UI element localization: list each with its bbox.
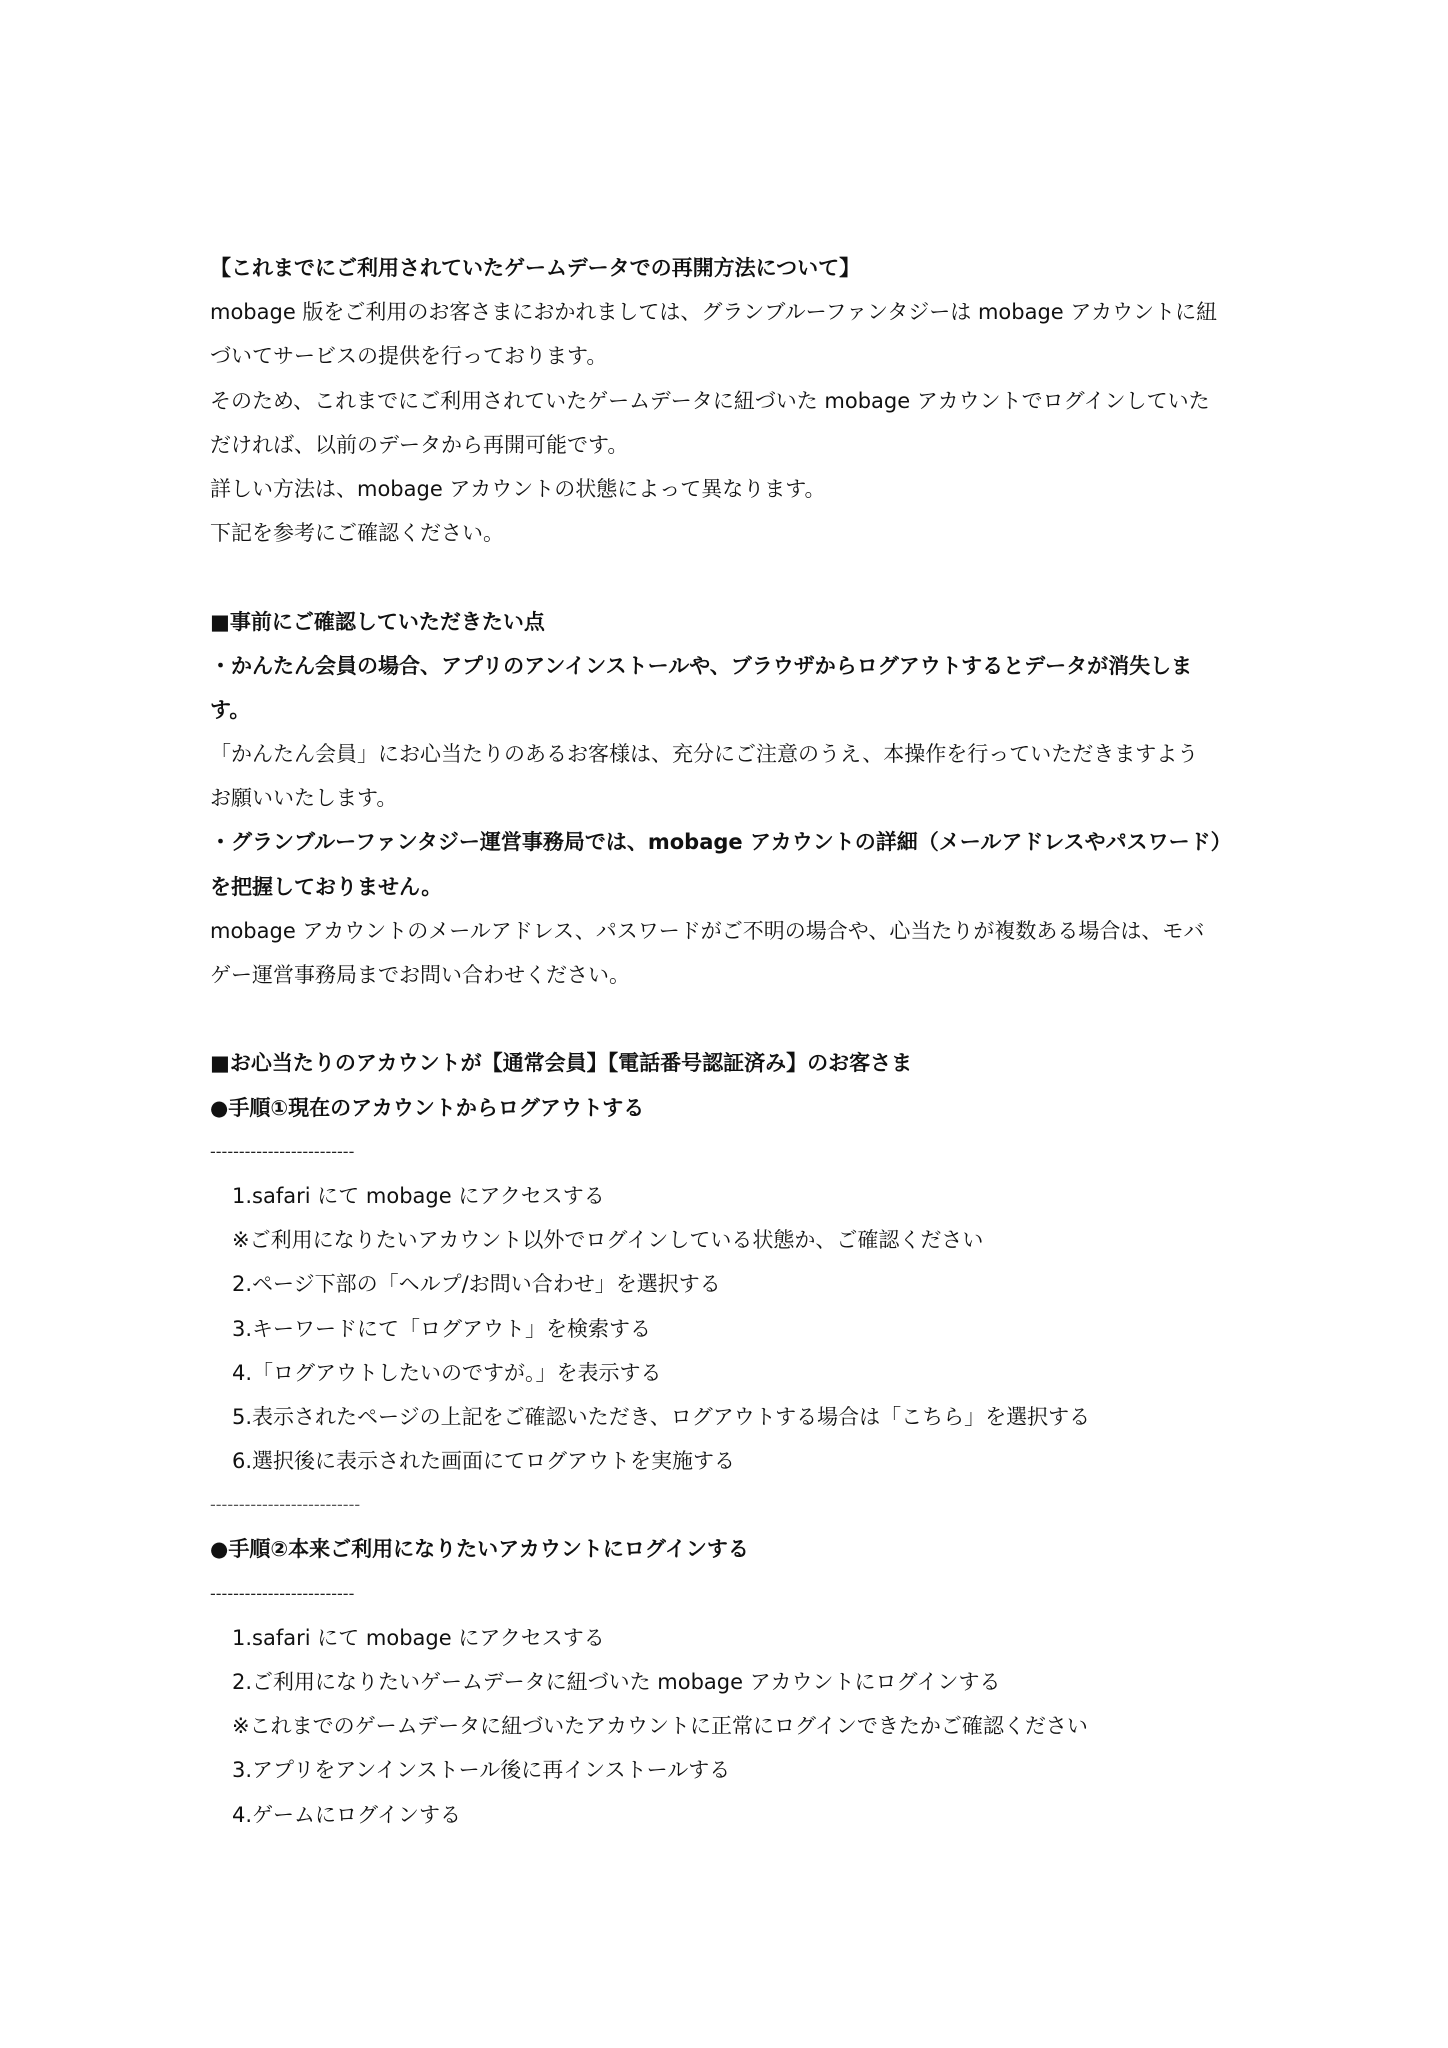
- step2-item: 3.アプリをアンインストール後に再インストールする: [232, 1758, 731, 1783]
- precheck-point-2: ・グランブルーファンタジー運営事務局では、mobage アカウントの詳細（メールアドレスやパスワード）: [210, 830, 1232, 855]
- step1-item: 5.表示されたページの上記をご確認いただき、ログアウトする場合は「こちら」を選択する: [232, 1404, 1091, 1429]
- step2-item: 2.ご利用になりたいゲームデータに紐づいた mobage アカウントにログインする: [232, 1670, 1001, 1694]
- precheck-note-1-cont: お願いいたします。: [210, 786, 398, 811]
- step1-item: 4.「ログアウトしたいのですが。」を表示する: [232, 1360, 662, 1385]
- spacer: [210, 997, 1255, 1041]
- precheck-note-2-cont: ゲー運営事務局までお問い合わせください。: [210, 963, 630, 987]
- intro-line: 下記を参考にご確認ください。: [210, 521, 504, 546]
- spacer: [210, 555, 1255, 599]
- step2-title: ●手順②本来ご利用になりたいアカウントにログインする: [210, 1537, 749, 1562]
- intro-title: 【これまでにご利用されていたゲームデータでの再開方法について】: [210, 256, 861, 280]
- step1-title: ●手順①現在のアカウントからログアウトする: [210, 1095, 645, 1120]
- precheck-point-2-cont: を把握しておりません。: [210, 874, 443, 899]
- precheck-heading: ■事前にご確認していただきたい点: [210, 609, 545, 634]
- step1-item: ※ご利用になりたいアカウント以外でログインしている状態か、ご確認ください: [232, 1228, 984, 1253]
- precheck-note-1: 「かんたん会員」にお心当たりのあるお客様は、充分にご注意のうえ、本操作を行っていただきますよう: [210, 742, 1199, 767]
- step2-item: 1.safari にて mobage にアクセスする: [232, 1625, 605, 1650]
- step1-item: 6.選択後に表示された画面にてログアウトを実施する: [232, 1449, 736, 1474]
- precheck-point-1: ・かんたん会員の場合、アプリのアンインストールや、ブラウザからログアウトするとデータが消失しま: [210, 653, 1193, 678]
- step2-item: 4.ゲームにログインする: [232, 1802, 461, 1827]
- step2-item: ※これまでのゲームデータに紐づいたアカウントに正常にログインできたかご確認ください: [232, 1714, 1088, 1739]
- precheck-note-2: mobage アカウントのメールアドレス、パスワードがご不明の場合や、心当たりが複数ある場合は、モバ: [210, 918, 1205, 943]
- intro-line: づいてサービスの提供を行っております。: [210, 344, 608, 369]
- intro-line: mobage 版をご利用のお客さまにおかれましては、グランブルーファンタジーは mobage アカウントに紐: [210, 300, 1218, 325]
- document-page: [210, 246, 1255, 1837]
- account-heading: ■お心当たりのアカウントが【通常会員】【電話番号認証済み】のお客さま: [210, 1051, 913, 1076]
- separator: -------------------------: [210, 1583, 355, 1603]
- intro-line: だければ、以前のデータから再開可能です。: [210, 432, 629, 457]
- intro-line: そのため、これまでにご利用されていたゲームデータに紐づいた mobage アカウントでログインしていた: [210, 388, 1210, 413]
- step1-item: 2.ページ下部の「ヘルプ/お問い合わせ」を選択する: [232, 1272, 721, 1297]
- intro-line: 詳しい方法は、mobage アカウントの状態によって異なります。: [210, 476, 826, 501]
- separator: --------------------------: [210, 1495, 361, 1515]
- separator: -------------------------: [210, 1141, 355, 1161]
- precheck-point-1-cont: す。: [210, 697, 251, 722]
- step1-item: 1.safari にて mobage にアクセスする: [232, 1183, 605, 1208]
- step1-item: 3.キーワードにて「ログアウト」を検索する: [232, 1316, 652, 1341]
